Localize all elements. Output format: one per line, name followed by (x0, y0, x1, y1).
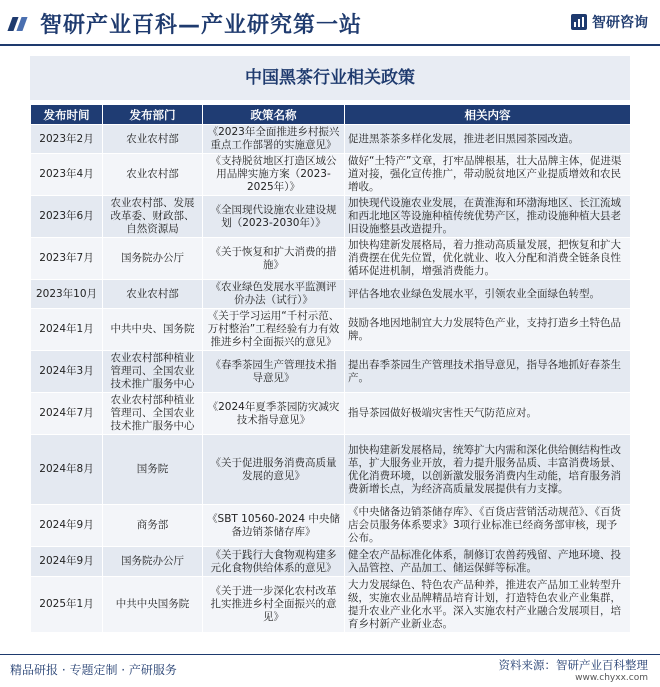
cell-content: 《中央储备边销茶储存库》、《百货店营销活动规范》、《百货店会员服务体系要求》3项行业标准已经商务部审核，现予公布。 (345, 505, 631, 547)
table-header-row (31, 105, 631, 125)
cell-policy: 《关于学习运用“千村示范、万村整治”工程经验有力有效推进乡村全面振兴的意见》 (203, 309, 345, 351)
table-row (31, 435, 631, 505)
table-row (31, 547, 631, 577)
col-header-policy: 政策名称 (203, 105, 345, 125)
footer-source: 资料来源：智研产业百科整理 (498, 658, 648, 672)
col-header-department: 发布部门 (103, 105, 203, 125)
footer-url[interactable]: www.chyxx.com (575, 673, 648, 683)
cell-policy: 《春季茶园生产管理技术指导意见》 (203, 351, 345, 393)
table-row (31, 351, 631, 393)
brand-name: 智研咨询 (592, 15, 648, 31)
cell-date: 2023年2月 (31, 125, 103, 154)
decor-dots (10, 16, 28, 35)
table-row (31, 196, 631, 238)
header-divider (0, 44, 660, 46)
cell-content: 加快构建新发展格局，着力推动高质量发展，把恢复和扩大消费摆在优先位置，优化就业、收入分配和消费全链条良性循环促进机制，增强消费能力。 (345, 238, 631, 280)
table-row (31, 393, 631, 435)
col-header-date: 发布时间 (31, 105, 103, 125)
cell-date: 2025年1月 (31, 577, 103, 633)
cell-content: 促进黑茶茶多样化发展，推进老旧黑园茶园改造。 (345, 125, 631, 154)
table-row (31, 280, 631, 309)
cell-content: 鼓励各地因地制宜大力发展特色产业，支持打造乡土特色品牌。 (345, 309, 631, 351)
table-row (31, 238, 631, 280)
cell-department: 国务院办公厅 (103, 238, 203, 280)
cell-content: 加快构建新发展格局，统筹扩大内需和深化供给侧结构性改革，扩大服务业开放，着力提升服务品质、丰富消费场景、优化消费环境，以创新激发服务消费内生动能，培育服务消费新增长点，为经济高质量发展提供有力支撑。 (345, 435, 631, 505)
cell-content: 指导茶园做好极端灾害性天气防范应对。 (345, 393, 631, 435)
cell-content: 大力发展绿色、特色农产品种养，推进农产品加工业转型升级，实施农业品牌精品培育计划，打造特色农业产业集群，提升农业产业化水平。深入实施农村产业融合发展项目，培育乡村新产业新业态。 (345, 577, 631, 633)
footer-divider (0, 654, 660, 655)
cell-policy: 《关于进一步深化农村改革扎实推进乡村全面振兴的意见》 (203, 577, 345, 633)
footer-source-block (499, 657, 649, 683)
cell-content: 做好“土特产”文章，打牢品牌根基，壮大品牌主体，促进渠道对接，强化宣传推广，带动脱贫地区产业提质增效和农民增收。 (345, 154, 631, 196)
top-bar (0, 0, 660, 46)
table-row (31, 577, 631, 633)
cell-policy: 《支持脱贫地区打造区域公用品牌实施方案（2023-2025年）》 (203, 154, 345, 196)
table-title: 中国黑茶行业相关政策 (245, 68, 415, 88)
cell-date: 2023年6月 (31, 196, 103, 238)
cell-department: 农业农村部、发展改革委、财政部、自然资源局 (103, 196, 203, 238)
cell-department: 中共中央国务院 (103, 577, 203, 633)
cell-department: 农业农村部种植业管理司、全国农业技术推广服务中心 (103, 351, 203, 393)
cell-department: 农业农村部种植业管理司、全国农业技术推广服务中心 (103, 393, 203, 435)
cell-date: 2023年10月 (31, 280, 103, 309)
cell-date: 2024年9月 (31, 547, 103, 577)
cell-department: 中共中央、国务院 (103, 309, 203, 351)
table-row (31, 125, 631, 154)
cell-department: 国务院办公厅 (103, 547, 203, 577)
cell-date: 2024年8月 (31, 435, 103, 505)
cell-policy: 《关于恢复和扩大消费的措施》 (203, 238, 345, 280)
cell-policy: 《关于促进服务消费高质量发展的意见》 (203, 435, 345, 505)
table-row (31, 154, 631, 196)
cell-policy: 《2024年夏季茶园防灾减灾技术指导意见》 (203, 393, 345, 435)
cell-date: 2023年4月 (31, 154, 103, 196)
cell-content: 健全农产品标准化体系，制修订农兽药残留、产地环境、投入品管控、产品加工、储运保鲜等标准。 (345, 547, 631, 577)
cell-date: 2024年1月 (31, 309, 103, 351)
cell-policy: 《2023年全面推进乡村振兴重点工作部署的实施意见》 (203, 125, 345, 154)
col-header-content: 相关内容 (345, 105, 631, 125)
table-row (31, 309, 631, 351)
cell-content: 加快现代设施农业发展，在黄淮海和环渤海地区、长江流域和西北地区等设施种植传统优势产区，推动设施种植大县老旧设施整县改造提升。 (345, 196, 631, 238)
cell-department: 商务部 (103, 505, 203, 547)
footer-tagline: 精品研报 · 专题定制 · 产研服务 (10, 663, 177, 677)
page-title: 智研产业百科—产业研究第一站 (40, 13, 363, 38)
cell-date: 2023年7月 (31, 238, 103, 280)
cell-date: 2024年7月 (31, 393, 103, 435)
cell-content: 评估各地农业绿色发展水平，引领农业全面绿色转型。 (345, 280, 631, 309)
cell-date: 2024年9月 (31, 505, 103, 547)
cell-content: 提出春季茶园生产管理技术指导意见，指导各地抓好春茶生产。 (345, 351, 631, 393)
cell-department: 农业农村部 (103, 125, 203, 154)
cell-policy: 《关于践行大食物观构建多元化食物供给体系的意见》 (203, 547, 345, 577)
title-panel (30, 56, 630, 100)
cell-date: 2024年3月 (31, 351, 103, 393)
cell-department: 农业农村部 (103, 154, 203, 196)
brand-logo-icon (570, 13, 588, 31)
cell-department: 国务院 (103, 435, 203, 505)
cell-policy: 《SBT 10560-2024 中央储备边销茶储存库》 (203, 505, 345, 547)
cell-policy: 《农业绿色发展水平监测评价办法（试行）》 (203, 280, 345, 309)
brand[interactable] (570, 12, 648, 32)
cell-department: 农业农村部 (103, 280, 203, 309)
cell-policy: 《全国现代设施农业建设规划（2023-2030年）》 (203, 196, 345, 238)
table-row (31, 505, 631, 547)
policy-table (30, 104, 631, 633)
